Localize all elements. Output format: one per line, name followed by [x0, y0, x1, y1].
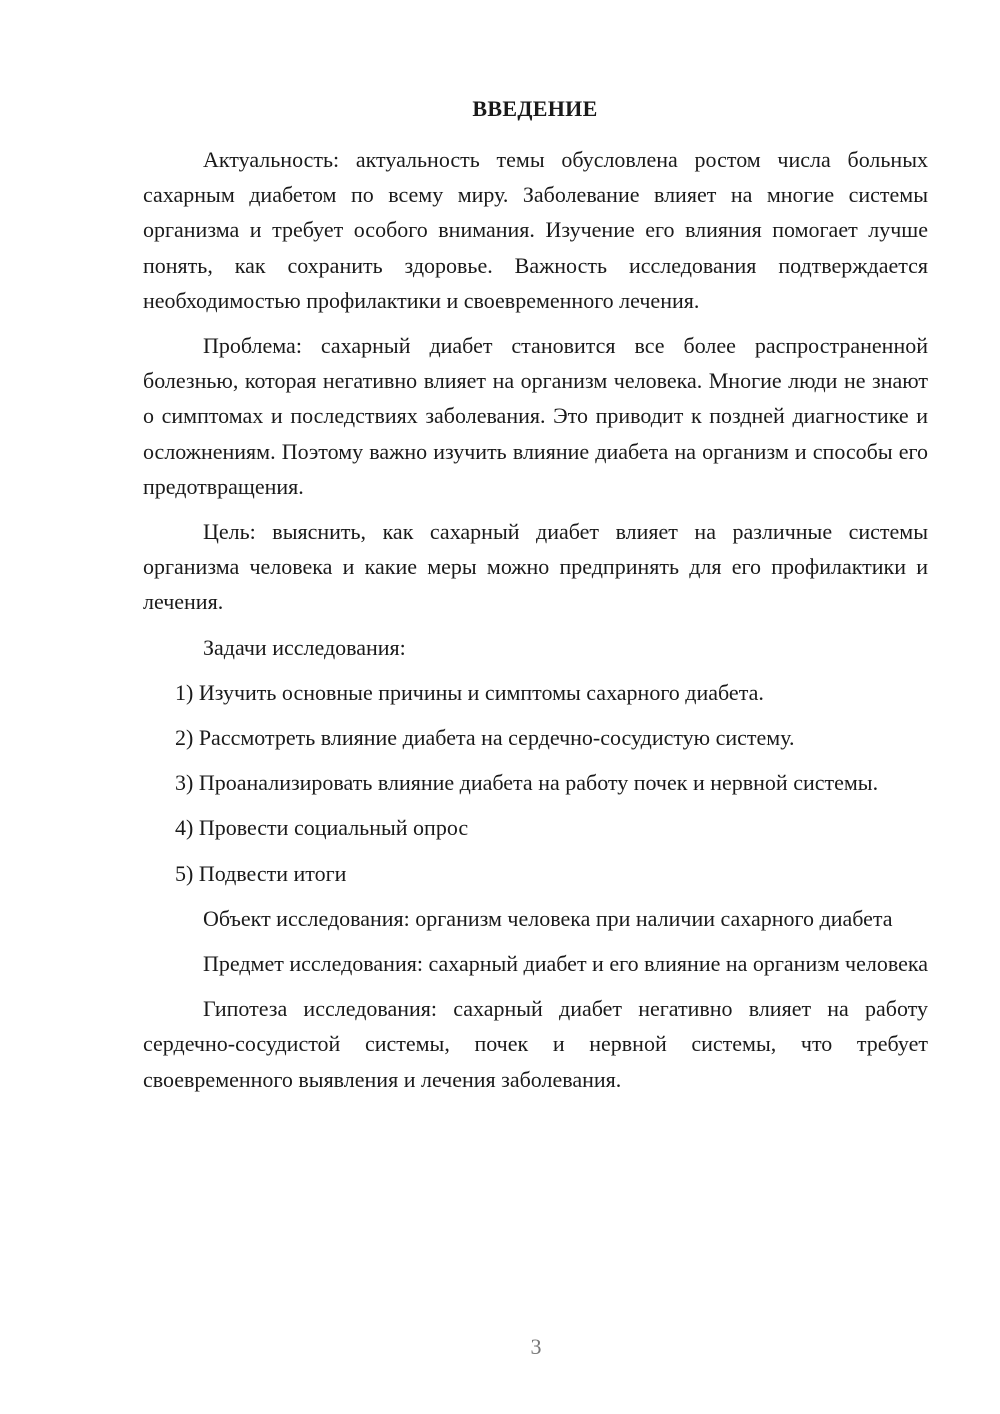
tasks-heading: Задачи исследования: [203, 634, 406, 660]
paragraph-relevance: Актуальность: актуальность темы обусловлена ростом числа больных сахарным диабетом по всему миру. Заболевание влияет на многие системы организма и требует особого внимания. Изучение его влияния помогает лучше понять, как сохранить здоровье. Важность исследования подтверждается необходимостью профилактики и своевременного лечения. [143, 147, 928, 313]
task-item-3: 3) Проанализировать влияние диабета на работу почек и нервной системы. [175, 770, 879, 796]
paragraph-problem: Проблема: сахарный диабет становится все более распространенной болезнью, которая негативно влияет на организм человека. Многие люди не знают о симптомах и последствиях заболевания. Это приводит к поздней диагностике и осложнениям. Поэтому важно изучить влияние диабета на организм и способы его предотвращения. [143, 333, 928, 499]
paragraph-goal: Цель: выяснить, как сахарный диабет влияет на различные системы организма человека и какие меры можно предпринять для его профилактики и лечения. [143, 519, 928, 615]
paragraph-object: Объект исследования: организм человека при наличии сахарного диабета [203, 905, 893, 931]
document-body [143, 142, 928, 1107]
page-number: 3 [530, 1334, 542, 1359]
paragraph-subject: Предмет исследования: сахарный диабет и его влияние на организм человека [203, 951, 928, 977]
paragraph-hypothesis: Гипотеза исследования: сахарный диабет негативно влияет на работу сердечно-сосудистой системы, почек и нервной системы, что требует своевременного выявления и лечения заболевания. [143, 996, 928, 1092]
task-item-2: 2) Рассмотреть влияние диабета на сердечно-сосудистую систему. [175, 725, 795, 751]
task-item-5: 5) Подвести итоги [175, 860, 347, 886]
task-item-4: 4) Провести социальный опрос [175, 815, 469, 841]
task-item-1: 1) Изучить основные причины и симптомы сахарного диабета. [175, 679, 764, 705]
section-heading: ВВЕДЕНИЕ [472, 96, 598, 121]
